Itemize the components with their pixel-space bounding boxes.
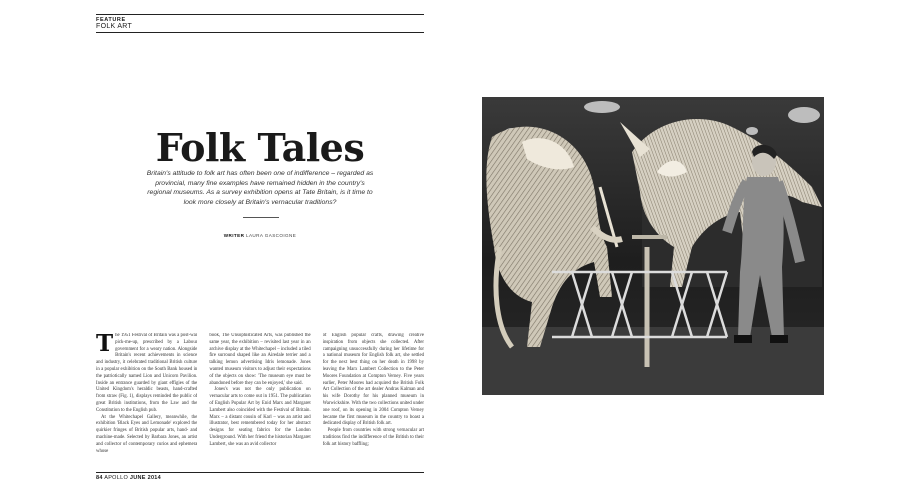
footer-rule <box>96 472 424 473</box>
page-number: 84 <box>96 475 103 481</box>
byline-name: LAURA GASCOIGNE <box>246 233 297 238</box>
body-columns <box>96 333 424 469</box>
body-column-3 <box>323 333 424 469</box>
photo-lion-unicorn-straw-effigies <box>482 97 824 395</box>
headline: Folk Tales <box>155 125 365 170</box>
byline-label: WRITER <box>223 233 245 238</box>
body-column-1 <box>96 333 197 469</box>
body-paragraph: The 1951 Festival of Britain was a post-war pick-me-up, prescribed by a Labour government for a weary nation. Alongside Britain's recent achievements in science and industry, it celebrated traditional British culture in a popular exhibition on the South Bank housed in the patriotically named Lion and Unicorn Pavilion. Inside an entrance guarded by giant effigies of the United Kingdom's heraldic beasts, hand-crafted from straw (Fig. 1), displays reminded the public of great British institutions, from the Law and the Constitution to the English pub. <box>96 333 198 413</box>
folio <box>96 475 161 481</box>
body-paragraph: Jones's was not the only publication on vernacular arts to come out in 1951. The publication of English Popular Art by Enid Marx and Margaret Lambert also coincided with the Festival of Britain. Marx – a distant cousin of Karl – was an artist and illustrator, best remembered today for her abstract designs for seating fabrics for the London Underground. With her friend the historian Margaret Lambert, she was an avid collector <box>209 387 311 447</box>
issue-date: JUNE 2014 <box>129 475 162 481</box>
body-paragraph: book, The Unsophisticated Arts, was published the same year, the exhibition – revisited last year in an archive display at the Whitechapel – included a tiled fire surround shaped like an Airedale terrier and a talking lemon advertising Idris lemonade. Jones wanted museum visitors to adjust their expectations of the objects on show: 'The museum eye must be abandoned before they can be enjoyed,' she said. <box>209 333 311 386</box>
byline <box>96 233 424 238</box>
standfirst-rule <box>243 217 279 218</box>
section-label: FOLK ART <box>96 23 133 30</box>
header-rule <box>96 32 424 33</box>
kicker: FEATURE <box>96 17 126 23</box>
magazine-name: APOLLO <box>104 475 129 481</box>
body-paragraph: People from countries with strong vernacular art traditions find the indifference of the British to their folk art history baffling; <box>322 428 424 447</box>
top-rule <box>96 14 424 15</box>
body-column-2 <box>209 333 310 469</box>
body-paragraph: At the Whitechapel Gallery, meanwhile, the exhibition 'Black Eyes and Lemonade' explored the quirkier fringes of British popular arts, hand- and machine-made. Selected by Barbara Jones, an artist and collector of contemporary curios and ephemera whose <box>96 414 198 454</box>
body-paragraph: of English popular crafts, drawing creative inspiration from objects she collected. After campaigning unsuccessfully during her lifetime for a national museum for English folk art, she settled for the next best thing on her death in 1998 by leaving the Marx Lambert Collection to the Peter Moores Foundation at Compton Verney. Five years earlier, Peter Moores had acquired the British Folk Art Collection of the art dealer Andras Kalman and his wife Dorothy for his planned museum in Warwickshire. With the two collections united under one roof, on its opening in 2004 Compton Verney became the first museum in the country to boast a dedicated display of British folk art. <box>322 333 424 427</box>
standfirst: Britain's attitude to folk art has often been one of indifference – regarded as provincial, many fine examples have remained hidden in the country's regional museums. As a survey exhibition opens at Tate Britain, is it time to look more closely at Britain's vernacular traditions? <box>146 170 374 206</box>
drop-cap: T <box>96 333 114 357</box>
